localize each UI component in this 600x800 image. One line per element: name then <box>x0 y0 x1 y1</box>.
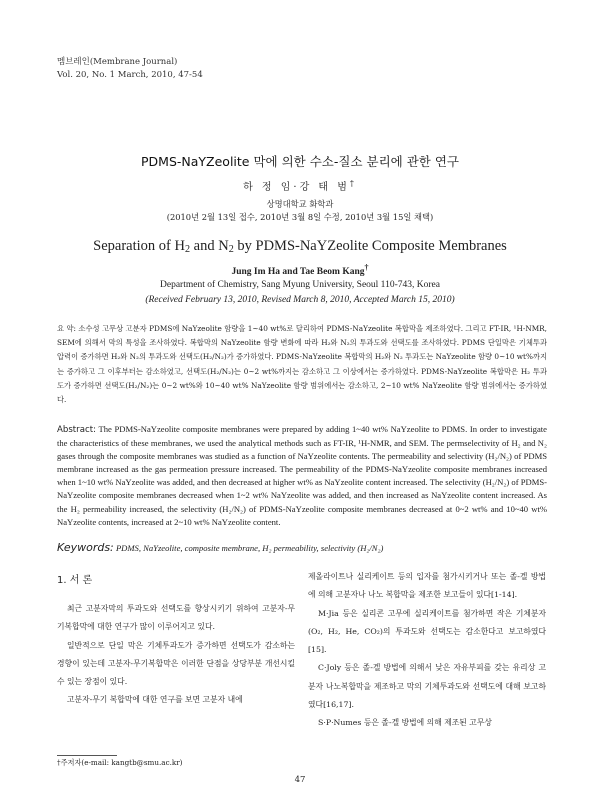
keywords-label: Keywords: <box>57 541 114 554</box>
korean-author-names: 하 정 임·강 태 범 <box>243 182 350 193</box>
keywords-text: PDMS, NaYzeolite, composite membrane, H₂ permeability, selectivity (H₂/N₂) <box>115 543 384 553</box>
footnote-divider <box>57 755 117 756</box>
title-sub-2: 2 <box>228 244 234 255</box>
keywords <box>57 541 547 554</box>
english-corresponding-mark: † <box>364 263 369 272</box>
paragraph: 일반적으로 단일 막은 기체투과도가 증가하면 선택도가 감소하는 경향이 있는데 고분자-무기복합막은 이러한 단점을 상당부분 개선시킬 수 있는 장점이 있다. <box>57 640 295 687</box>
journal-issue: Vol. 20, No. 1 March, 2010, 47-54 <box>57 70 203 80</box>
corresponding-mark: † <box>349 179 357 188</box>
paragraph: S·P·Numes 등은 졸-겔 방법에 의해 제조된 고무상 <box>318 718 492 728</box>
paragraph: 고분자-무기 복합막에 대한 연구를 보면 고분자 내에 <box>67 695 243 705</box>
title-part-3: by PDMS-NaYZeolite Composite Membranes <box>233 238 507 254</box>
english-author-names: Jung Im Ha and Tae Beom Kang <box>231 267 365 277</box>
english-affiliation: Department of Chemistry, Sang Myung University, Seoul 110-743, Korea <box>160 280 440 290</box>
footnote: †주저자(e-mail: kangtb@smu.ac.kr) <box>57 758 183 767</box>
left-column <box>57 600 295 710</box>
section-heading: 1. 서 론 <box>57 575 93 586</box>
korean-abstract-label: 요 약: <box>57 324 76 333</box>
title-part-2: and N <box>190 238 229 254</box>
korean-dates: (2010년 2월 13일 접수, 2010년 3월 8일 수정, 2010년 3월 15일 채택) <box>166 212 434 222</box>
english-dates: (Received February 13, 2010, Revised March 8, 2010, Accepted March 15, 2010) <box>145 295 455 305</box>
paragraph: C·Joly 등은 졸-겔 방법에 의해서 낮은 자유부피를 갖는 유리상 고분자 나노복합막을 제조하고 막의 기체투과도와 선택도에 대해 보고하였다[16,17]. <box>308 663 546 710</box>
right-column <box>308 568 546 733</box>
paragraph: M·Jia 등은 실리콘 고무에 실리케이트를 첨가하면 작은 기체분자(O₂, H₂, He, CO₂)의 투과도와 선택도는 감소한다고 보고하였다[15]. <box>308 608 546 655</box>
journal-name: 멤브레인(Membrane Journal) <box>57 57 178 67</box>
title-sub-1: 2 <box>184 244 191 255</box>
english-abstract-label: Abstract: <box>57 425 96 435</box>
korean-title: PDMS-NaYZeolite 막에 의한 수소-질소 분리에 관한 연구 <box>141 154 459 169</box>
korean-abstract <box>57 322 547 407</box>
title-part-1: Separation of H <box>93 238 185 254</box>
paragraph: 제올라이트나 실리케이트 등의 입자를 첨가시키거나 또는 졸-겔 방법에 의해 고분자나 나노 복합막을 제조한 보고들이 있다[1-14]. <box>308 572 546 600</box>
english-title <box>0 238 600 255</box>
paragraph: 최근 고분자막의 투과도와 선택도를 향상시키기 위하여 고분자-무기복합막에 대한 연구가 많이 이루어지고 있다. <box>57 604 295 632</box>
english-authors <box>0 263 600 277</box>
journal-header <box>57 56 203 82</box>
korean-affiliation: 상명대학교 화학과 <box>266 199 334 209</box>
page-number: 47 <box>294 775 306 785</box>
korean-abstract-text: 소수성 고무상 고분자 PDMS에 NaYzeolite 함량을 1~40 wt%로 달리하여 PDMS-NaYzeolite 복합막을 제조하였다. 그리고 FT-IR, ¹H-NMR, SEM에 의해서 막의 특성을 조사하였다. 복합막의 NaYzeolite 함량 변화에 따라 H₂와 N₂의 투과도와 선택도를 조사하였다. PDMS 단일막은 기체투과 압력이 증가하면 H₂와 N₂의 투과도와 선택도(H₂/N₂)가 증가하였다. PDMS-NaYzeolite 복합막의 H₂와 N₂ 투과도는 NaYzeolite 함량 0~10 wt%까지는 증가하고 그 이후부터는 감소하였고, 선택도(H₂/N₂)는 0~2 wt%까지는 감소하고 그 이상에서는 증가하였다. PDMS-NaYzeolite 복합막은 H₂ 투과도가 증가하면 선택도(H₂/N₂)는 0~2 wt%와 10~40 wt% NaYzeolite 함량 범위에서는 감소하고, 2~10 wt% NaYzeolite 함량 범위에서는 증가하였다. <box>57 324 547 405</box>
english-abstract-text: The PDMS-NaYzeolite composite membranes were prepared by adding 1~40 wt% NaYzeolite to PDMS. In order to investigate the characteristics of these membranes, we used the analytical methods such as FT-IR, ¹H-NMR, and SEM. The permselectivity of H₂ and N₂ gases through the composite membranes was studied as a function of NaYzeolite contents. The permeability and selectivity (H₂/N₂) of PDMS membrane increased as the gas permeation pressure increased. The permeability of the PDMS-NaYzeolite composite membranes increased when 1~10 wt% NaYzeolite was added, and then decreased at higher wt% as NaYzeolite content increased. The selectivity (H₂/N₂) of PDMS-NaYzeolite composite membranes decreased when 1~2 wt% NaYzeolite was added, and then increased as NaYzeolite content increased. As the H₂ permeability increased, the selectivity (H₂/N₂) of PDMS-NaYzeolite composite membranes decreased at 0~2 wt% and 10~40 wt% NaYzeolite contents, increased at 2~10 wt% NaYzeolite content. <box>57 424 547 527</box>
korean-authors <box>0 178 600 193</box>
english-abstract <box>57 423 547 529</box>
